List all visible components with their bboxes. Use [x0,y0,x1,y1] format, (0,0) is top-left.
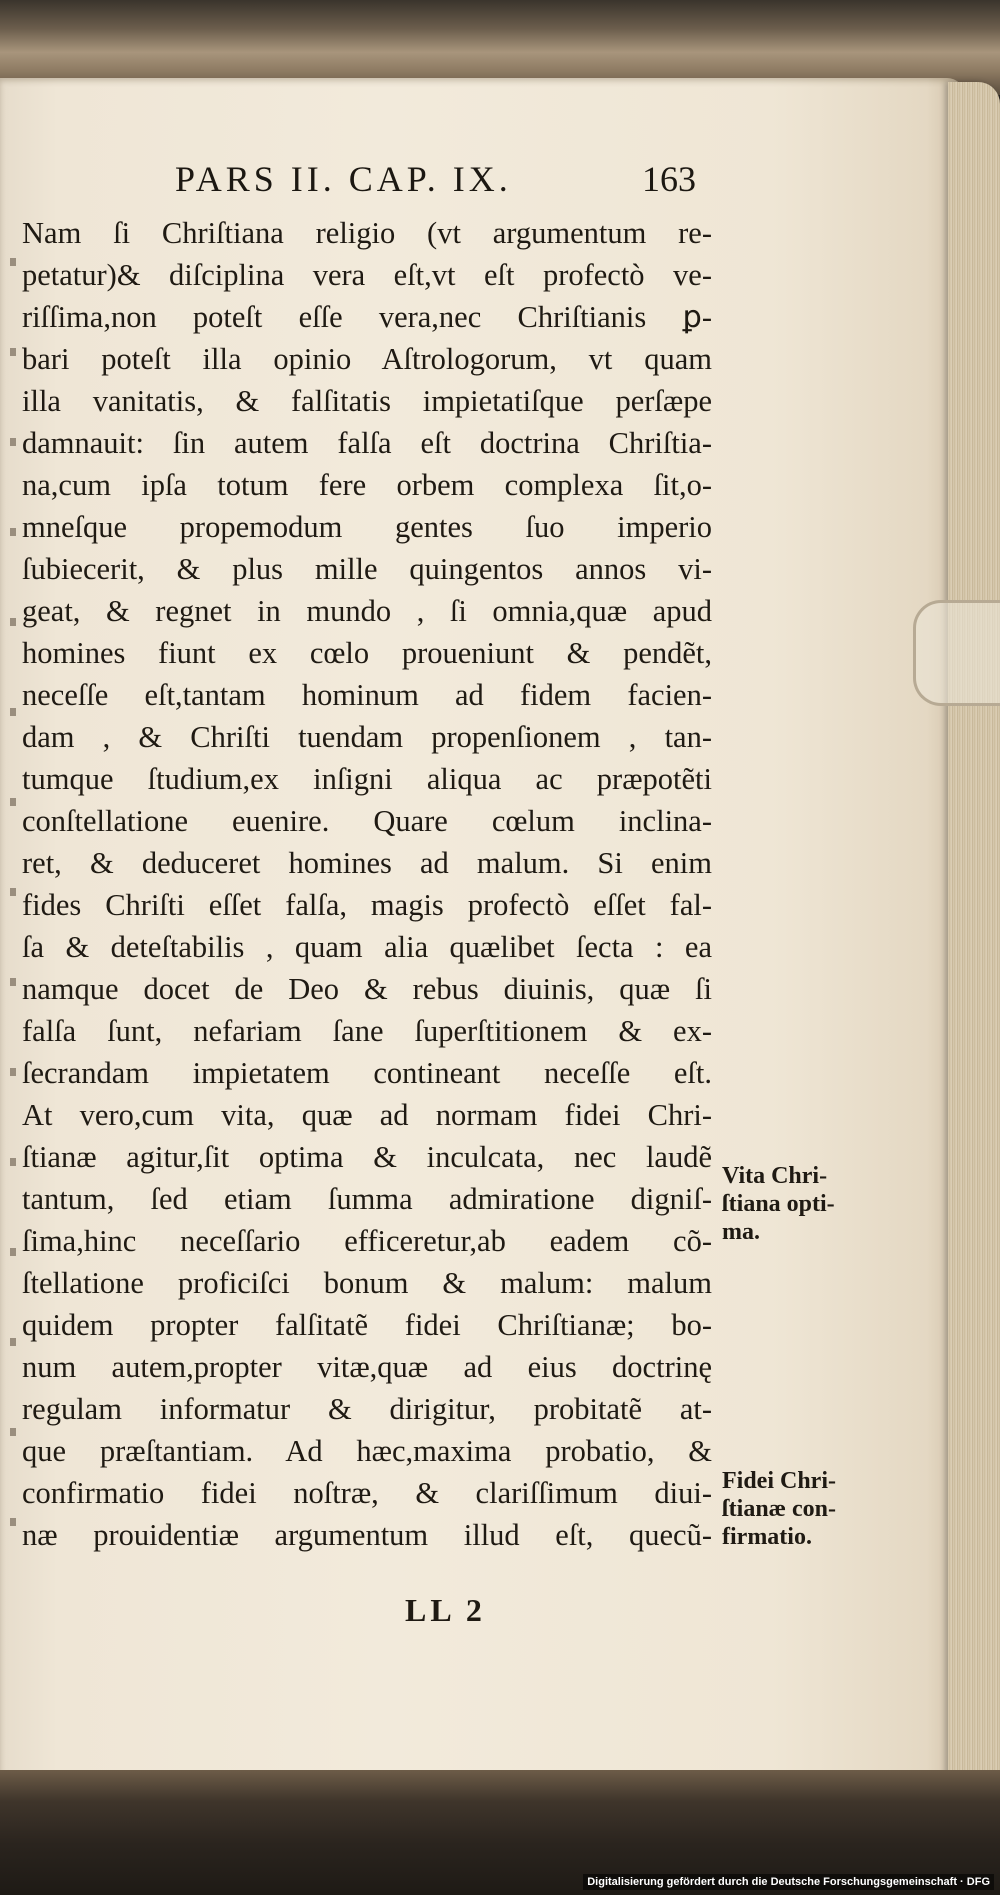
page-header [0,158,720,208]
text-line: fides Chriſti eſſet falſa, magis profectò eſſet fal- [22,888,712,922]
marginal-note-line: Vita Chri- [722,1163,828,1189]
text-line: ſima,hinc neceſſario efficeretur,ab eadem cõ- [22,1224,712,1258]
text-line: falſa ſunt, nefariam ſane ſuperſtitionem & ex- [22,1014,712,1048]
book-clasp-shape [913,600,1000,706]
gutter-bleed-marks [10,200,16,1600]
text-line: ſa & deteſtabilis , quam alia quælibet ſecta : ea [22,930,712,964]
marginal-note-vita [722,1162,872,1246]
marginal-note-line: firmatio. [722,1524,812,1550]
marginal-note-fidei [722,1467,872,1551]
text-line: ſecrandam impietatem contineant neceſſe eſt. [22,1056,712,1090]
text-line: tantum, ſed etiam ſumma admiratione digniſ- [22,1182,712,1216]
text-line: Nam ſi Chriſtiana religio (vt argumentum re- [22,216,712,250]
text-line: homines fiunt ex cœlo proueniunt & pendẽt, [22,636,712,670]
text-line: dam , & Chriſti tuendam propenſionem , tan- [22,720,712,754]
signature-mark: LL 2 [405,1592,486,1628]
text-line: conſtellatione euenire. Quare cœlum inclina- [22,804,712,838]
page-fore-edge [948,82,1000,1782]
text-line: ret, & deduceret homines ad malum. Si enim [22,846,712,880]
text-line: illa vanitatis, & falſitatis impietatiſque perſæpe [22,384,712,418]
text-line: ſtianæ agitur,ſit optima & inculcata, nec laudẽ [22,1140,712,1174]
digitization-credit: Digitalisierung gefördert durch die Deutsche Forschungsgemeinschaft · DFG [583,1874,994,1890]
text-line: damnauit: ſin autem falſa eſt doctrina Chriſtia- [22,426,712,460]
text-line: riſſima,non poteſt eſſe vera,nec Chriſtianis ꝑ- [22,300,712,334]
text-line: ſubiecerit, & plus mille quingentos annos vi- [22,552,712,586]
marginal-note-line: ſtiana opti- [722,1191,835,1217]
text-line: mneſque propemodum gentes ſuo imperio [22,510,712,544]
text-line: ſtellatione proficiſci bonum & malum: malum [22,1266,712,1300]
text-line: num autem,propter vitæ,quæ ad eius doctrinę [22,1350,712,1384]
text-line: namque docet de Deo & rebus diuinis, quæ ſi [22,972,712,1006]
text-line: confirmatio fidei noſtræ, & clariſſimum diui- [22,1476,712,1510]
text-line: At vero,cum vita, quæ ad normam fidei Chri- [22,1098,712,1132]
text-line: que præſtantiam. Ad hæc,maxima probatio, & [22,1434,712,1468]
marginal-note-line: ſtianæ con- [722,1496,836,1522]
text-line: petatur)& diſciplina vera eſt,vt eſt profectò ve- [22,258,712,292]
text-line: bari poteſt illa opinio Aſtrologorum, vt quam [22,342,712,376]
text-line: regulam informatur & dirigitur, probitatẽ at- [22,1392,712,1426]
text-line: geat, & regnet in mundo , ſi omnia,quæ apud [22,594,712,628]
running-head: PARS II. CAP. IX. [175,159,512,199]
text-line: tumque ſtudium,ex inſigni aliqua ac præpotẽti [22,762,712,796]
body-text [22,212,712,1556]
page-number: 163 [642,159,696,199]
text-line: quidem propter falſitatẽ fidei Chriſtianæ; bo- [22,1308,712,1342]
text-line: na,cum ipſa totum fere orbem complexa ſit,o- [22,468,712,502]
text-line: næ prouidentiæ argumentum illud eſt, quecũ- [22,1518,712,1552]
marginal-note-line: Fidei Chri- [722,1468,836,1494]
marginal-note-line: ma. [722,1219,760,1245]
text-line: neceſſe eſt,tantam hominum ad fidem facien- [22,678,712,712]
